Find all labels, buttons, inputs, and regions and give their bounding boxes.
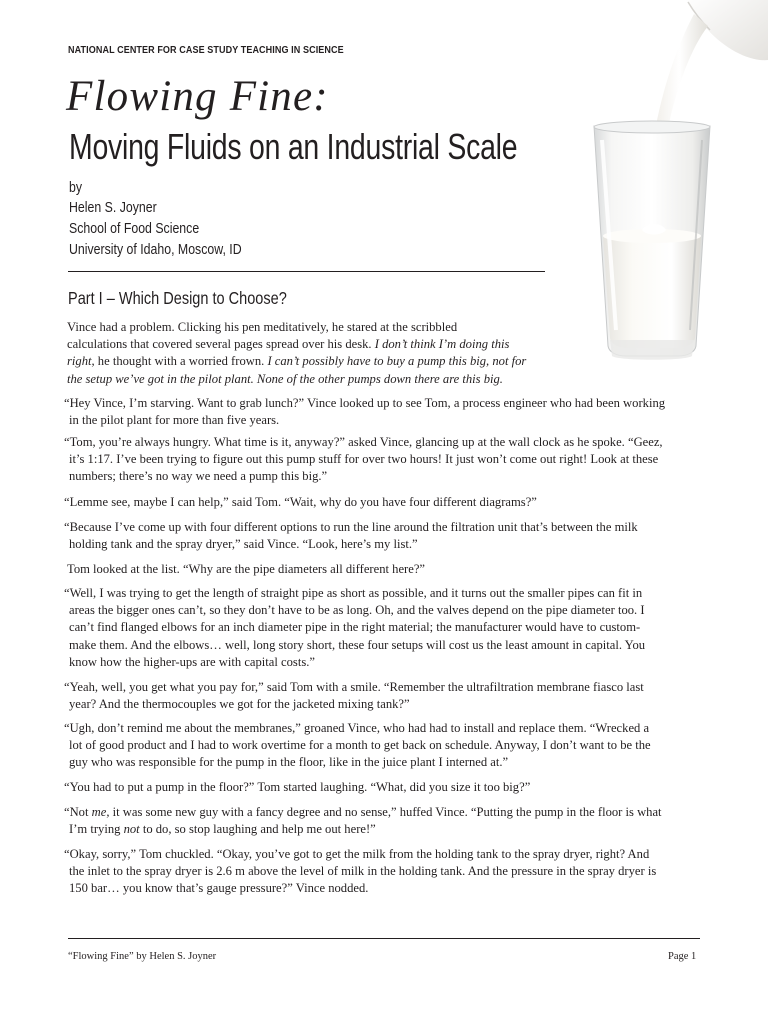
text-line: “Okay, sorry,” Tom chuckled. “Okay, you’ve got to get the milk from the holding tank to the spray dryer, right? And [64, 847, 650, 861]
paragraph [64, 434, 704, 486]
intro-paragraph [64, 319, 584, 388]
text-line: the inlet to the spray dryer is 2.6 m above the level of milk in the holding tank. And the pressure in the spray dryer is [69, 864, 657, 879]
author-institution: University of Idaho, Moscow, ID [69, 242, 242, 258]
text-line: areas the bigger ones can’t, so they don’t have to be as long. Oh, and the valves depend on the pipe diameter too. I [69, 603, 645, 618]
document-subtitle: Moving Fluids on an Industrial Scale [69, 126, 518, 167]
text-line: lot of good product and I had to work overtime for a month to get back on schedule. Anyway, I don’t want to be the [69, 738, 651, 753]
section-heading: Part I – Which Design to Choose? [68, 288, 287, 308]
paragraph [64, 779, 704, 796]
paragraph [64, 720, 704, 772]
intro-line: calculations that covered several pages spread over his desk. [67, 337, 375, 352]
text-line: holding tank and the spray dryer,” said Vince. “Look, here’s my list.” [69, 537, 418, 552]
byline-by: by [69, 180, 83, 196]
organization-header: NATIONAL CENTER FOR CASE STUDY TEACHING IN SCIENCE [68, 44, 344, 56]
text-line: it was some new guy with a fancy degree and no sense,” huffed Vince. “Putting the pump in the floor is what [109, 805, 662, 819]
text-line: “Tom, you’re always hungry. What time is it, anyway?” asked Vince, glancing up at the wall clock as he spoke. “Geez, [64, 435, 663, 449]
text-line: can’t find flanged elbows for an inch diameter pipe in the right material; the manufacturer would have to custom- [69, 620, 641, 635]
author-name: Helen S. Joyner [69, 200, 157, 216]
text-line: “Ugh, don’t remind me about the membranes,” groaned Vince, who had had to install and replace them. “Wrecked a [64, 721, 650, 735]
text-line: know how the higher-ups are with capital costs.” [69, 654, 315, 669]
text-line: it’s 1:17. I’ve been trying to figure out this pump stuff for over two hours! It just won’t come out right! Look at these [69, 452, 659, 467]
text-line: to do, so stop laughing and help me out here!” [139, 822, 376, 837]
footer-divider [68, 938, 700, 939]
paragraph [64, 585, 704, 671]
text-line: Tom looked at the list. “Why are the pipe diameters all different here?” [67, 562, 426, 576]
text-line: I’m trying [69, 822, 124, 837]
paragraph [64, 395, 704, 429]
text-line: “Lemme see, maybe I can help,” said Tom. “Wait, why do you have four different diagrams?” [64, 495, 537, 509]
text-line: “You had to put a pump in the floor?” Tom started laughing. “What, did you size it too big?” [64, 780, 531, 794]
text-line: in the pilot plant for more than five years. [69, 413, 280, 428]
text-line: “Yeah, well, you get what you pay for,” said Tom with a smile. “Remember the ultrafiltration membrane fiasco last [64, 680, 644, 694]
intro-thought: the setup we’ve got in the pilot plant. None of the other pumps down there are this big. [67, 371, 503, 386]
emphasis: not [123, 822, 140, 837]
paragraph [64, 804, 704, 838]
intro-thought: I don’t think I’m doing this [374, 337, 510, 352]
text-line: make them. And the elbows… well, long story short, these four setups will cost us the least amount in capital. You [69, 637, 646, 652]
document-title: Flowing Fine: [66, 73, 329, 120]
text-line: “Well, I was trying to get the length of straight pipe as short as possible, and it turns out the smaller pipes can fit in [64, 586, 643, 600]
emphasis: me, [91, 805, 110, 819]
paragraph [64, 679, 704, 713]
intro-thought: right, [67, 354, 95, 369]
milk-glass-photo [576, 0, 768, 362]
text-line: numbers; there’s no way we need a pump this big.” [69, 469, 328, 484]
paragraph [64, 519, 704, 553]
text-line: year? And the thermocouples we got for the jacketed mixing tank?” [69, 697, 410, 712]
page-number: Page 1 [668, 951, 697, 962]
paragraph [64, 494, 704, 511]
intro-thought: I can’t possibly have to buy a pump this big, not for [267, 354, 527, 369]
intro-line: he thought with a worried frown. [94, 354, 268, 369]
text-line: “Because I’ve come up with four different options to run the line around the filtration unit that’s between the milk [64, 520, 638, 534]
text-line: “Hey Vince, I’m starving. Want to grab lunch?” Vince looked up to see Tom, a process engineer who had been working [64, 396, 666, 410]
text-line: 150 bar… you know that’s gauge pressure?” Vince nodded. [69, 881, 369, 896]
paragraph [64, 846, 704, 898]
author-department: School of Food Science [69, 221, 200, 237]
text-line: guy who was responsible for the pump in the floor, like in the juice plant I interned at.” [69, 755, 509, 770]
header-divider [68, 271, 545, 272]
footer-citation: “Flowing Fine” by Helen S. Joyner [68, 951, 217, 962]
intro-line: Vince had a problem. Clicking his pen meditatively, he stared at the scribbled [67, 320, 458, 334]
paragraph [64, 561, 704, 578]
text-line: “Not [64, 805, 92, 819]
